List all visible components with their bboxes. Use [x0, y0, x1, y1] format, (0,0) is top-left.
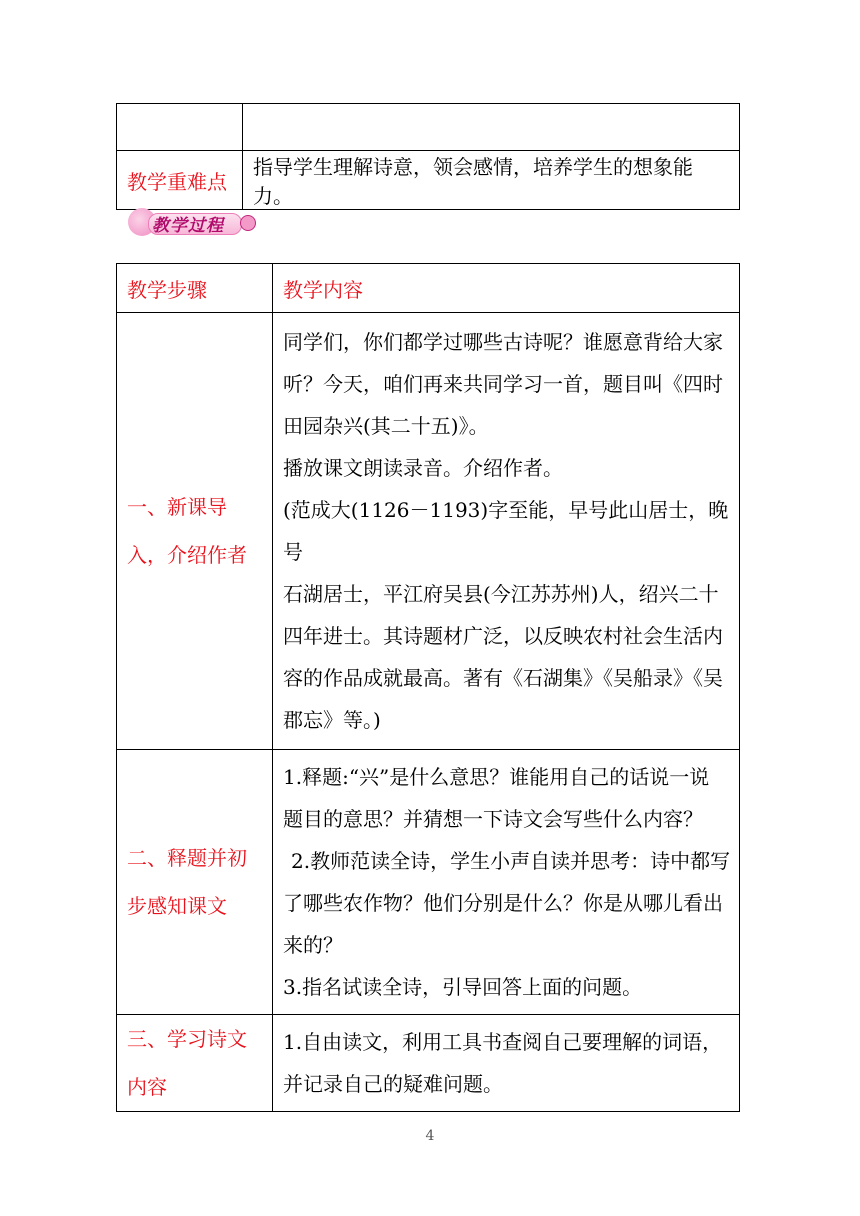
step-label: 三、学习诗文内容	[117, 1015, 273, 1112]
table-row	[117, 313, 740, 750]
content-line: 1.释题:“兴”是什么意思？谁能用自己的话说一说	[283, 765, 710, 789]
table-cell	[243, 104, 740, 151]
content-line: 同学们，你们都学过哪些古诗呢？谁愿意背给大家	[283, 330, 723, 354]
header-step: 教学步骤	[117, 264, 273, 313]
content-line: 题目的意思？并猜想一下诗文会写些什么内容？	[283, 807, 703, 831]
key-points-value: 指导学生理解诗意，领会感情，培养学生的想象能力。	[243, 151, 740, 210]
header-content: 教学内容	[273, 264, 740, 313]
key-points-table	[116, 103, 740, 210]
table-row	[117, 104, 740, 151]
step-content	[273, 313, 740, 750]
content-line: 郡忘》等。)	[283, 708, 381, 732]
table-cell	[117, 104, 243, 151]
content-line: 四年进士。其诗题材广泛，以反映农村社会生活内	[283, 624, 723, 648]
content-line: 田园杂兴(其二十五)》。	[283, 414, 489, 438]
table-row	[117, 151, 740, 210]
badge-label: 教学过程	[152, 216, 224, 236]
table-row	[117, 1015, 740, 1112]
content-line: 并记录自己的疑难问题。	[283, 1072, 503, 1096]
content-line: 容的作品成就最高。著有《石湖集》《吴船录》《吴	[283, 666, 723, 690]
step-content	[273, 750, 740, 1015]
content-line: 2.教师范读全诗，学生小声自读并思考：诗中都写	[291, 849, 731, 873]
process-table	[116, 263, 740, 1112]
teaching-process-badge	[128, 208, 256, 236]
step-label: 二、释题并初步感知课文	[117, 750, 273, 1015]
key-points-label: 教学重难点	[117, 151, 243, 210]
badge-dot-icon	[240, 215, 256, 231]
content-line: 听？今天，咱们再来共同学习一首，题目叫《四时	[283, 372, 723, 396]
content-line: 石湖居士，平江府吴县(今江苏苏州)人，绍兴二十	[283, 582, 719, 606]
table-row	[117, 750, 740, 1015]
content-line: 播放课文朗读录音。介绍作者。	[283, 456, 563, 480]
step-content	[273, 1015, 740, 1112]
step-label: 一、新课导入，介绍作者	[117, 313, 273, 750]
content-line: (范成大(1126－1193)字至能，早号此山居士，晚号	[283, 498, 729, 564]
content-line: 1.自由读文，利用工具书查阅自己要理解的词语，	[283, 1030, 723, 1054]
table-header-row	[117, 264, 740, 313]
content-line: 了哪些农作物？他们分别是什么？你是从哪儿看出	[283, 891, 723, 915]
content-line: 来的？	[283, 933, 343, 957]
content-line: 3.指名试读全诗，引导回答上面的问题。	[283, 975, 643, 999]
page-number: 4	[425, 1128, 435, 1144]
